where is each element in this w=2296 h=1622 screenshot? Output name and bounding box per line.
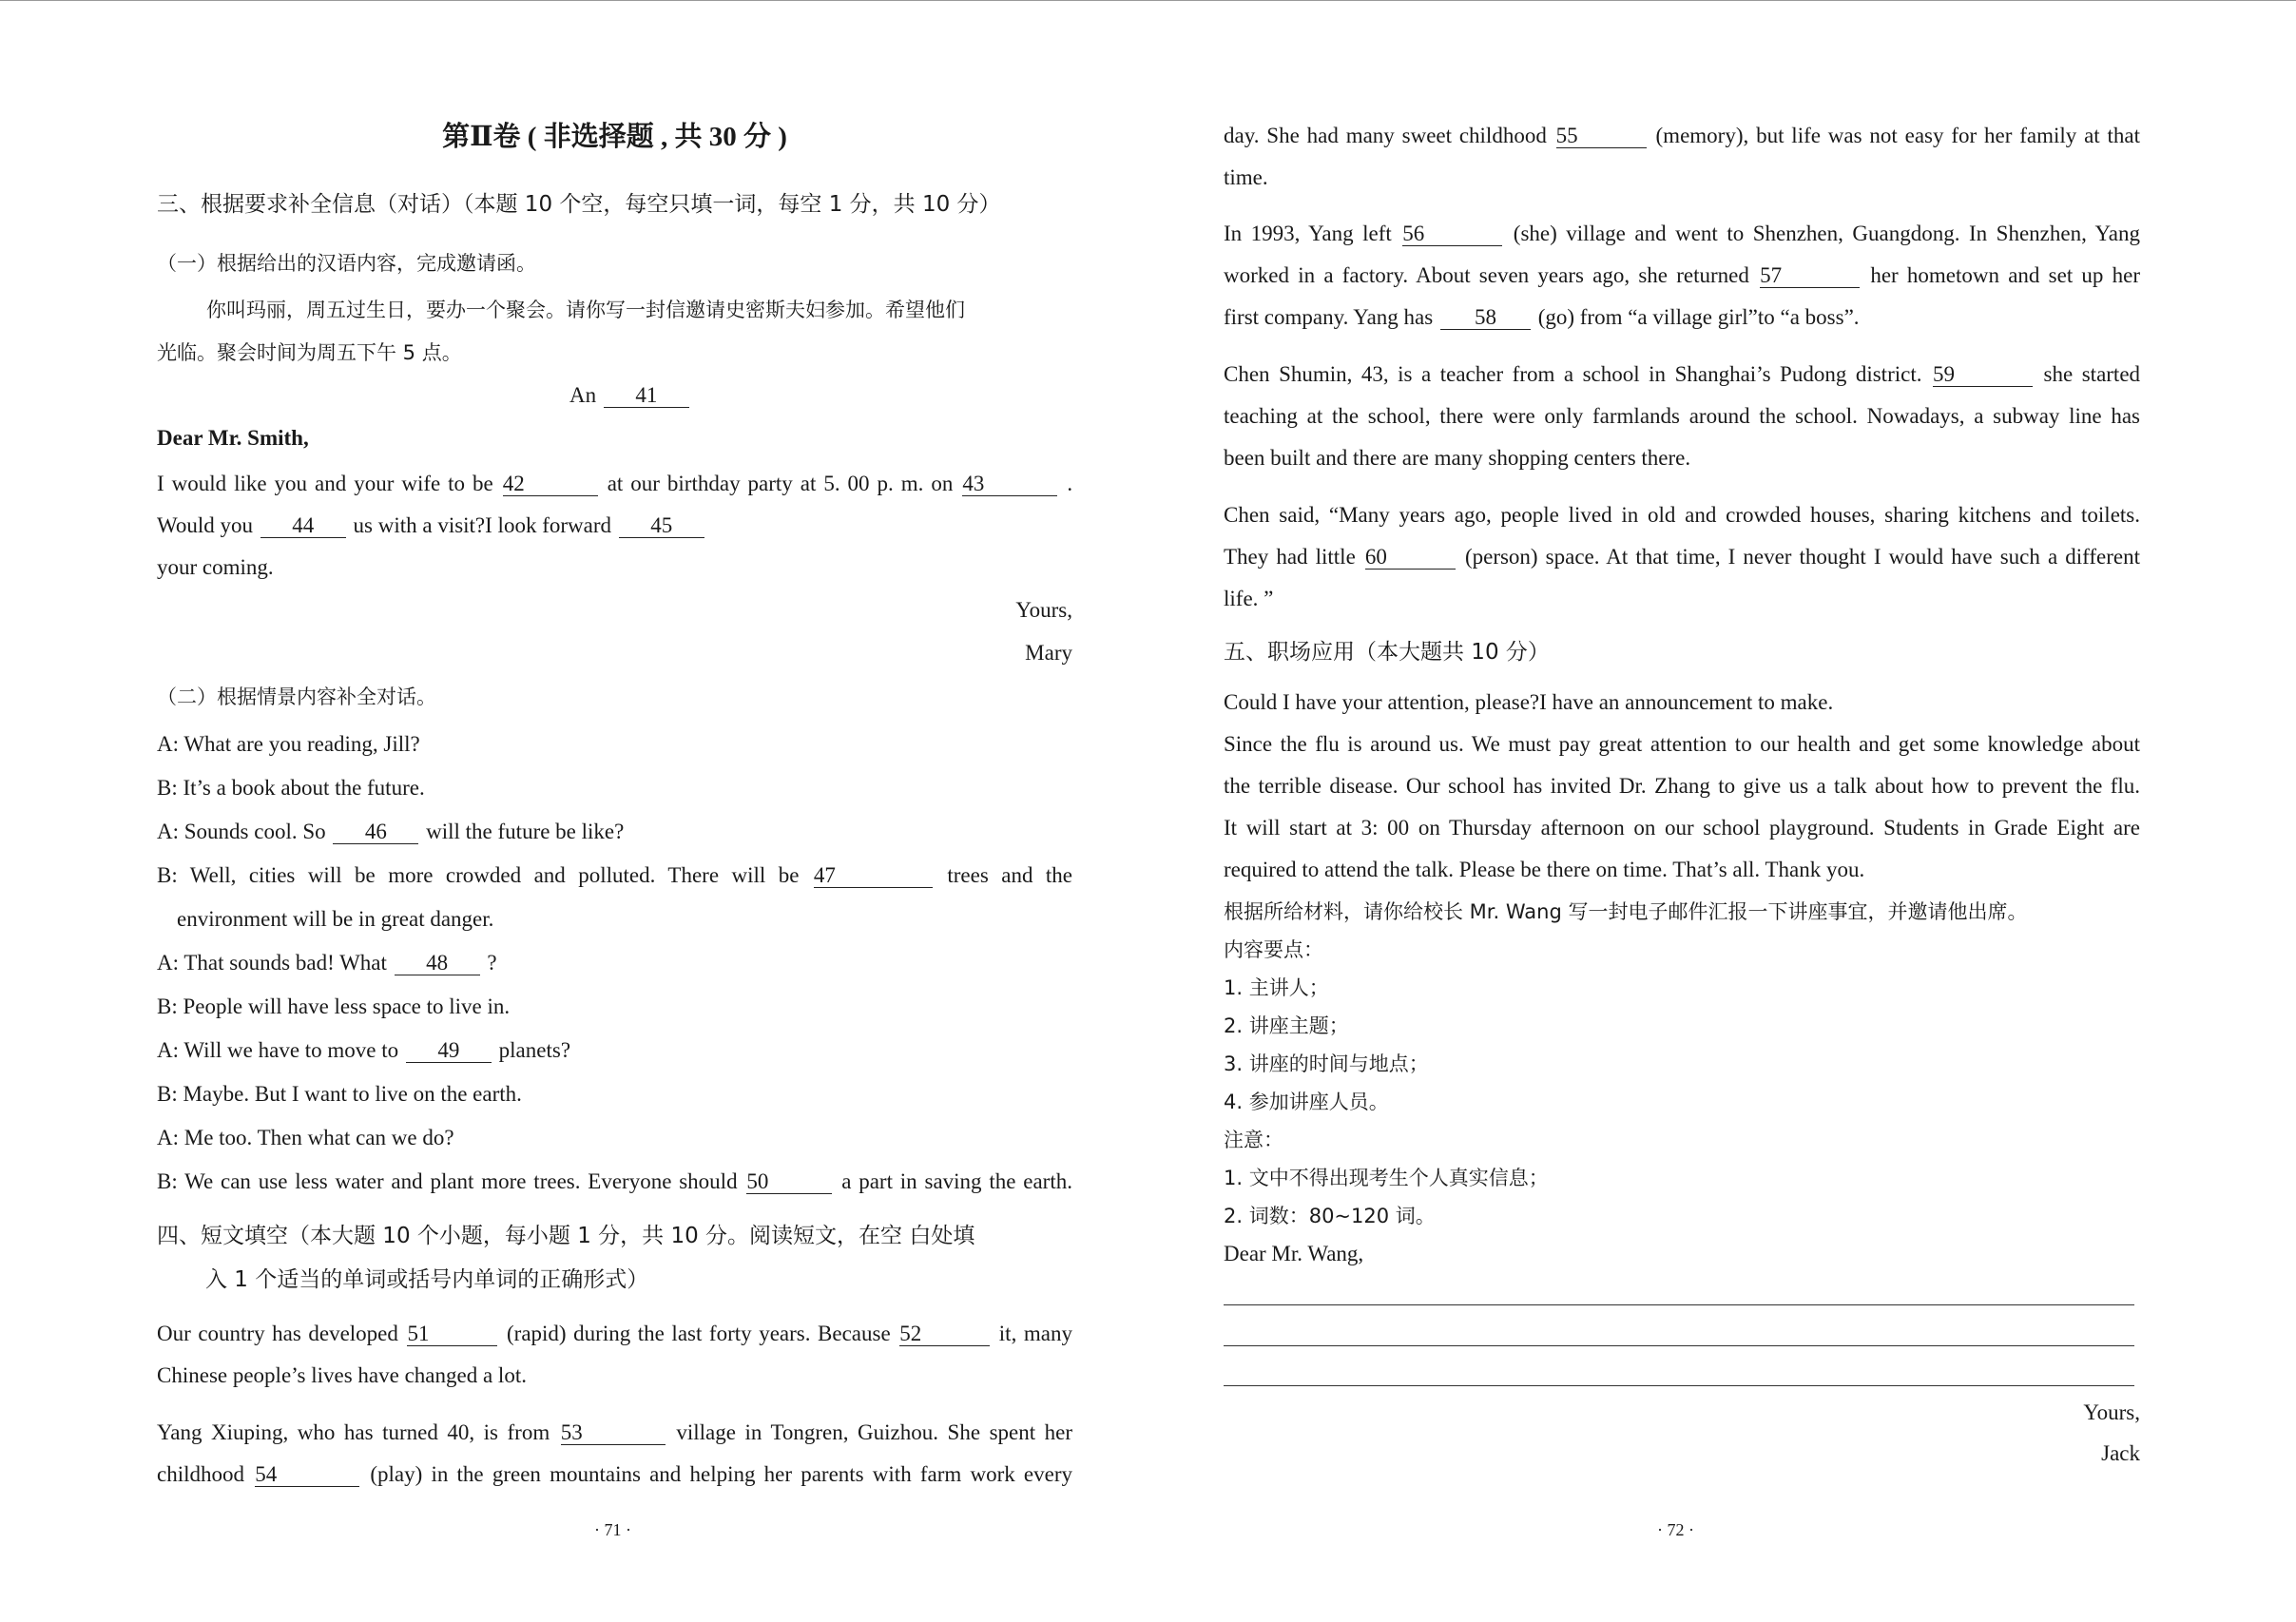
announcement-line-4 [1224, 814, 2140, 842]
text: first company. Yang has [1224, 305, 1434, 329]
dialog-line-1: A: What are you reading, Jill? [157, 732, 420, 756]
text: A: That sounds bad! What [157, 951, 387, 975]
passage-line-9 [1224, 303, 1860, 332]
text: In 1993, Yang left [1224, 222, 1392, 245]
text: Chen Shumin, 43, is a teacher from a school in Shanghai’s Pudong district. [1224, 362, 1922, 386]
dialog-line-6: B: People will have less space to live in. [157, 994, 511, 1018]
text: It will start at 3: 00 on Thursday afternoon on our school playground. Students in Grade Eight are [1224, 816, 2140, 840]
section-3-heading: 三、根据要求补全信息（对话）（本题 10 个空，每空只填一词，每空 1 分，共 10 分） [157, 192, 1001, 217]
blank-57: 57 [1760, 264, 1860, 288]
text: planets? [498, 1038, 571, 1062]
text: (memory), but life was not easy for her family at that [1655, 124, 2141, 147]
text: (person) space. At that time, I never thought I would have such a different [1464, 545, 2140, 569]
blank-49: 49 [406, 1039, 492, 1063]
passage-line-15: life. ” [1224, 587, 1274, 610]
blank-42: 42 [503, 473, 598, 496]
right-page [1224, 0, 2140, 1622]
email-closing: Yours, [2083, 1400, 2140, 1424]
passage-line-3 [157, 1419, 1072, 1447]
text: worked in a factory. About seven years ago, she returned [1224, 263, 1749, 287]
text: will the future be like? [426, 820, 625, 843]
letter-line-3: your coming. [157, 555, 274, 579]
letter-line-2 [157, 512, 706, 540]
dialog-line-2: B: It’s a book about the future. [157, 776, 425, 800]
blank-54: 54 [255, 1463, 359, 1487]
passage-line-11 [1224, 402, 2140, 431]
blank-60: 60 [1365, 546, 1456, 570]
dialog-line-3 [157, 818, 624, 846]
passage-line-13 [1224, 501, 2140, 530]
passage-line-1 [157, 1320, 1072, 1348]
text: (go) from “a village girl”to “a boss”. [1537, 305, 1860, 329]
answer-line-2[interactable] [1224, 1345, 2134, 1346]
letter-closing: Yours, [1015, 598, 1072, 622]
left-page [157, 0, 1072, 1622]
point-3: 3. 讲座的时间与地点； [1224, 1052, 1429, 1075]
dialog-line-8: B: Maybe. But I want to live on the earth. [157, 1082, 522, 1106]
text: ? [487, 951, 497, 975]
blank-45: 45 [619, 514, 704, 538]
points-label: 内容要点： [1224, 938, 1323, 961]
text: the terrible disease. Our school has invited Dr. Zhang to give us a talk about how to prevent the flu. [1224, 774, 2140, 798]
blank-44: 44 [260, 514, 346, 538]
passage-line-5 [1224, 122, 2140, 150]
part-1-prompt-line-2: 光临。聚会时间为周五下午 5 点。 [157, 341, 462, 364]
text: Our country has developed [157, 1322, 398, 1345]
dialog-line-4 [157, 861, 1072, 890]
point-4: 4. 参加讲座人员。 [1224, 1091, 1389, 1113]
blank-47: 47 [814, 864, 933, 888]
text: B: We can use less water and plant more trees. Everyone should [157, 1169, 738, 1193]
note-1: 1. 文中不得出现考生个人真实信息； [1224, 1167, 1549, 1189]
letter-signature: Mary [1025, 641, 1072, 665]
letter-title-text: An [569, 383, 597, 407]
text: A: Will we have to move to [157, 1038, 399, 1062]
passage-line-4 [157, 1460, 1072, 1489]
dialog-line-4-cont: environment will be in great danger. [177, 907, 494, 931]
part-1-heading: （一）根据给出的汉语内容，完成邀请函。 [157, 252, 536, 275]
text: (play) in the green mountains and helping her parents with farm work every [370, 1462, 1073, 1486]
text: a part in saving the earth. [841, 1169, 1072, 1193]
page-number-left: · 71 · [594, 1520, 631, 1539]
text: us with a visit?I look forward [353, 513, 611, 537]
page-number-right: · 72 · [1657, 1520, 1694, 1539]
letter-title [569, 381, 691, 410]
text: she started [2043, 362, 2141, 386]
passage-line-7 [1224, 220, 2140, 248]
passage-line-8 [1224, 261, 2140, 290]
text: (rapid) during the last forty years. Because [507, 1322, 891, 1345]
text: Since the flu is around us. We must pay great attention to our health and get some knowledge about [1224, 732, 2140, 756]
part-2-heading: （二）根据情景内容补全对话。 [157, 685, 436, 708]
text: village in Tongren, Guizhou. She spent her [676, 1420, 1073, 1444]
email-signature: Jack [2101, 1441, 2140, 1465]
blank-50: 50 [746, 1170, 832, 1194]
blank-56: 56 [1402, 222, 1502, 246]
dialog-line-5 [157, 949, 497, 977]
announcement-line-5: required to attend the talk. Please be there on time. That’s all. Thank you. [1224, 858, 1865, 881]
passage-line-6: time. [1224, 165, 1268, 189]
section-4-heading-line-1: 四、短文填空（本大题 10 个小题，每小题 1 分，共 10 分。阅读短文，在空 白处填 [157, 1224, 975, 1248]
point-1: 1. 主讲人； [1224, 976, 1329, 999]
announcement-line-3 [1224, 772, 2140, 801]
passage-line-12: been built and there are many shopping centers there. [1224, 446, 1691, 470]
dialog-line-7 [157, 1036, 570, 1065]
section-5-heading: 五、职场应用（本大题共 10 分） [1224, 640, 1550, 665]
blank-43: 43 [962, 473, 1057, 496]
passage-line-14 [1224, 543, 2140, 571]
text: it, many [998, 1322, 1072, 1345]
text: childhood [157, 1462, 244, 1486]
text: They had little [1224, 545, 1356, 569]
blank-52: 52 [899, 1323, 990, 1346]
text: day. She had many sweet childhood [1224, 124, 1547, 147]
writing-task: 根据所给材料，请你给校长 Mr. Wang 写一封电子邮件汇报一下讲座事宜，并邀请他出席。 [1224, 900, 2028, 923]
point-2: 2. 讲座主题； [1224, 1014, 1349, 1037]
dialog-line-10 [157, 1168, 1072, 1196]
answer-line-1[interactable] [1224, 1304, 2134, 1305]
note-2: 2. 词数：80~120 词。 [1224, 1205, 1436, 1227]
blank-59: 59 [1933, 363, 2033, 387]
text: Yang Xiuping, who has turned 40, is from [157, 1420, 550, 1444]
text: teaching at the school, there were only farmlands around the school. Nowadays, a subway line has [1224, 404, 2140, 428]
passage-line-10 [1224, 360, 2140, 389]
blank-51: 51 [407, 1323, 497, 1346]
announcement-line-1: Could I have your attention, please?I have an announcement to make. [1224, 690, 1834, 714]
notes-label: 注意： [1224, 1129, 1283, 1151]
dialog-line-9: A: Me too. Then what can we do? [157, 1126, 454, 1149]
section-title: 第Ⅱ卷 ( 非选择题 , 共 30 分 ) [442, 122, 787, 152]
part-1-prompt-line-1: 你叫玛丽，周五过生日，要办一个聚会。请你写一封信邀请史密斯夫妇参加。希望他们 [206, 299, 965, 321]
text: Chen said, “Many years ago, people lived in old and crowded houses, sharing kitchens and toilets. [1224, 503, 2140, 527]
text: trees and the [947, 863, 1073, 887]
text: her hometown and set up her [1870, 263, 2141, 287]
section-4-heading-line-2: 入 1 个适当的单词或括号内单词的正确形式） [205, 1267, 649, 1292]
blank-53: 53 [561, 1421, 666, 1445]
announcement-line-2 [1224, 730, 2140, 759]
text: I would like you and your wife to be [157, 472, 493, 495]
text: A: Sounds cool. So [157, 820, 326, 843]
letter-line-1 [157, 470, 1072, 498]
text: (she) village and went to Shenzhen, Guangdong. In Shenzhen, Yang [1513, 222, 2140, 245]
passage-line-2: Chinese people’s lives have changed a lot. [157, 1363, 527, 1387]
blank-58: 58 [1440, 306, 1531, 330]
letter-greeting: Dear Mr. Smith, [157, 426, 309, 450]
blank-46: 46 [333, 821, 418, 844]
email-greeting: Dear Mr. Wang, [1224, 1242, 1364, 1265]
answer-line-3[interactable] [1224, 1385, 2134, 1386]
text: Would you [157, 513, 254, 537]
blank-48: 48 [395, 952, 480, 975]
blank-55: 55 [1556, 125, 1647, 148]
text: . [1067, 472, 1073, 495]
blank-41: 41 [604, 384, 689, 408]
text: at our birthday party at 5. 00 p. m. on [607, 472, 954, 495]
text: B: Well, cities will be more crowded and polluted. There will be [157, 863, 800, 887]
